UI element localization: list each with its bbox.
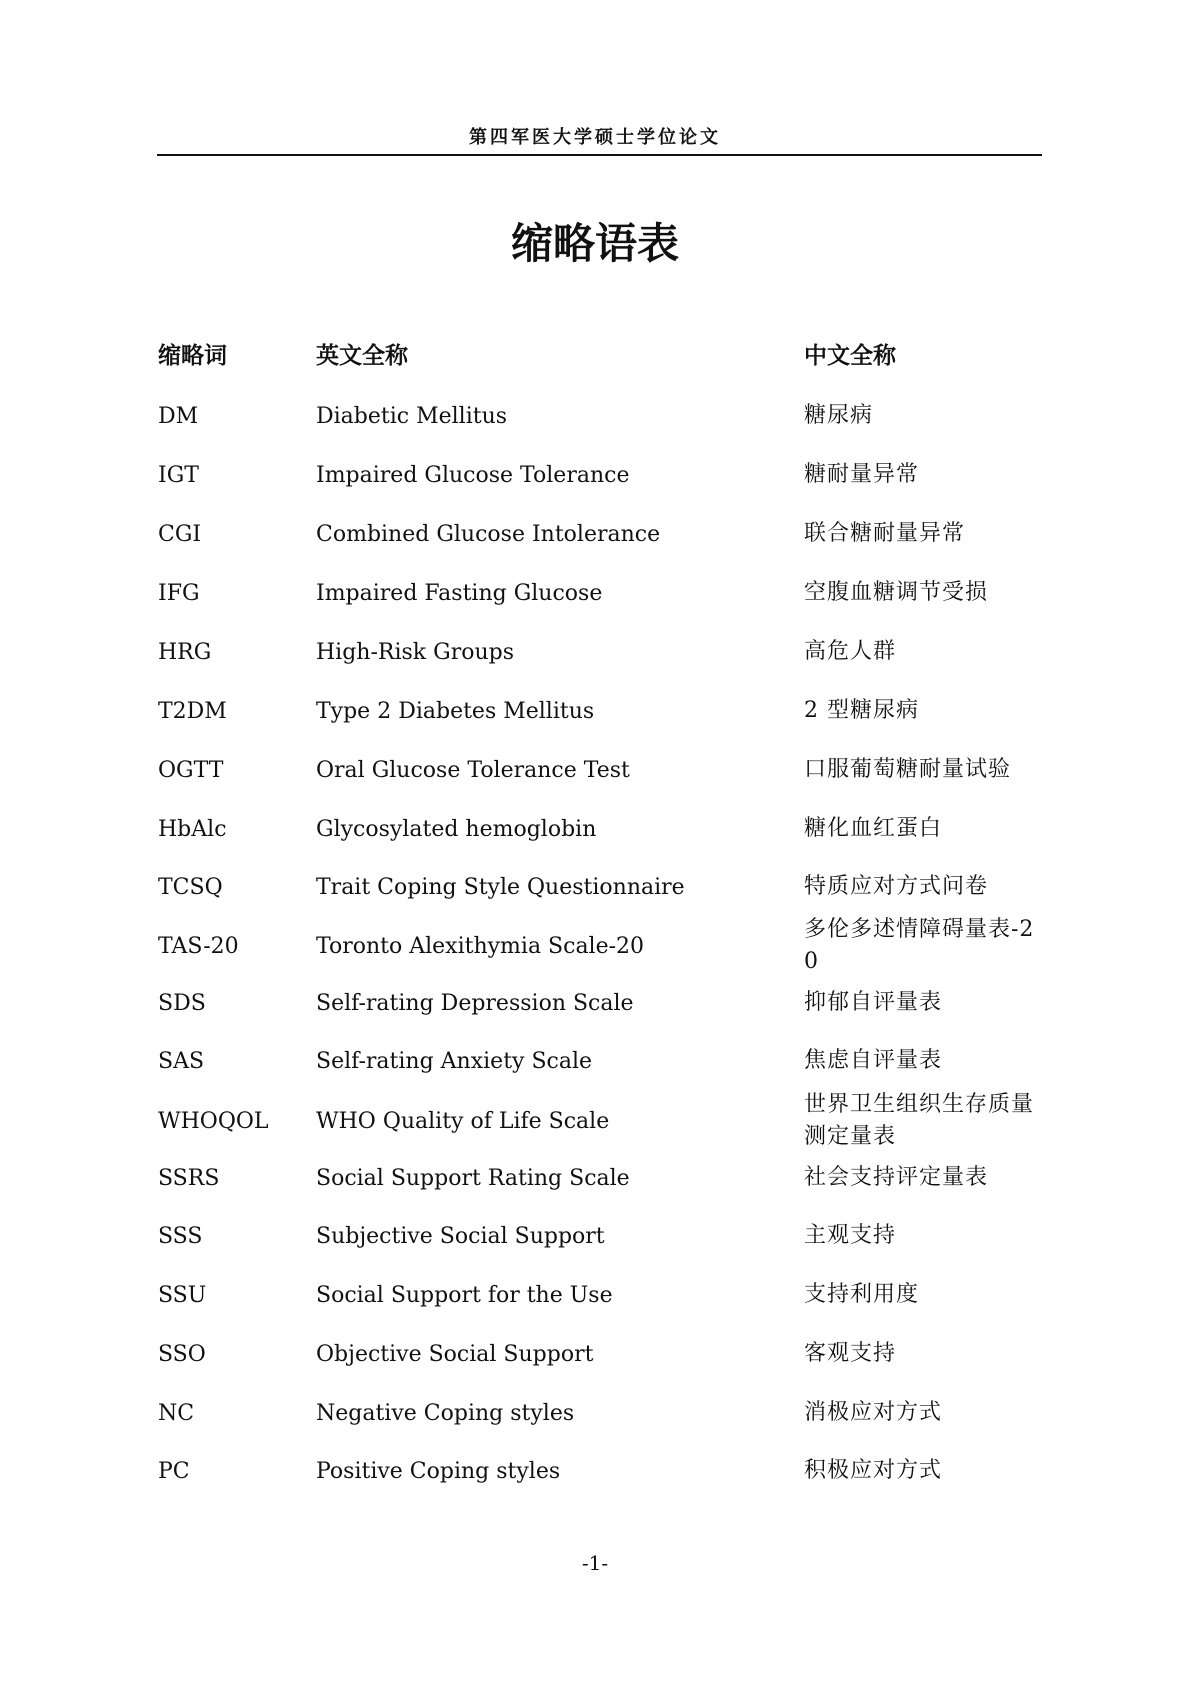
table-row: [0, 1334, 1190, 1374]
english-name-cell: Positive Coping styles: [316, 1458, 561, 1484]
chinese-name-cell: 客观支持: [804, 1341, 897, 1366]
english-name-cell: High-Risk Groups: [316, 639, 514, 665]
english-name-cell: Objective Social Support: [316, 1341, 594, 1367]
abbreviation-cell: SSRS: [158, 1165, 220, 1191]
table-row: [0, 1216, 1190, 1256]
header-abbreviation: 缩略词: [158, 343, 227, 369]
chinese-name-cell: 消极应对方式: [804, 1400, 943, 1425]
abbreviation-cell: T2DM: [158, 698, 227, 724]
table-row: [0, 691, 1190, 731]
table-row: [0, 867, 1190, 907]
header-chinese-name: 中文全称: [804, 343, 896, 369]
abbreviation-cell: HbAlc: [158, 816, 227, 842]
table-header: [0, 336, 1190, 376]
abbreviation-cell: SAS: [158, 1048, 205, 1074]
table-row: [0, 983, 1190, 1023]
chinese-name-cell: 世界卫生组织生存质量测定量表: [804, 1092, 1035, 1149]
english-name-cell: Combined Glucose Intolerance: [316, 521, 661, 547]
table-row: [0, 809, 1190, 849]
table-row: [0, 632, 1190, 672]
abbreviation-cell: DM: [158, 403, 199, 429]
chinese-name-cell: 特质应对方式问卷: [804, 874, 989, 899]
english-name-cell: Type 2 Diabetes Mellitus: [316, 698, 595, 724]
abbreviation-cell: SSO: [158, 1341, 206, 1367]
chinese-name-cell: 糖尿病: [804, 403, 874, 428]
abbreviation-cell: CGI: [158, 521, 202, 547]
abbreviation-cell: IFG: [158, 580, 200, 606]
table-row: [0, 1041, 1190, 1081]
chinese-name-cell: 积极应对方式: [804, 1458, 943, 1483]
english-name-cell: Impaired Fasting Glucose: [316, 580, 603, 606]
chinese-name-cell: 高危人群: [804, 639, 897, 664]
table-row: [0, 396, 1190, 436]
abbreviation-cell: SDS: [158, 990, 206, 1016]
table-row: [0, 1275, 1190, 1315]
abbreviation-cell: SSS: [158, 1223, 203, 1249]
english-name-cell: Social Support Rating Scale: [316, 1165, 630, 1191]
table-row: [0, 1393, 1190, 1433]
table-row: [0, 1451, 1190, 1491]
abbreviation-cell: TCSQ: [158, 874, 223, 900]
page-title: 缩略语表: [510, 219, 679, 268]
chinese-name-cell: 糖耐量异常: [804, 462, 920, 487]
english-name-cell: Glycosylated hemoglobin: [316, 816, 597, 842]
chinese-name-cell: 多伦多述情障碍量表-20: [804, 917, 1035, 974]
english-name-cell: Impaired Glucose Tolerance: [316, 462, 630, 488]
table-row: [0, 912, 1190, 980]
abbreviation-cell: WHOQOL: [158, 1108, 269, 1134]
table-row: [0, 455, 1190, 495]
table-row: [0, 750, 1190, 790]
abbreviation-cell: IGT: [158, 462, 199, 488]
abbreviation-cell: NC: [158, 1400, 195, 1426]
abbreviation-cell: PC: [158, 1458, 190, 1484]
chinese-name-cell: 口服葡萄糖耐量试验: [804, 757, 1012, 782]
chinese-name-cell: 社会支持评定量表: [804, 1165, 989, 1190]
chinese-name-cell: 2 型糖尿病: [804, 698, 919, 723]
header-english-name: 英文全称: [316, 343, 408, 369]
chinese-name-cell: 支持利用度: [804, 1282, 920, 1307]
english-name-cell: Oral Glucose Tolerance Test: [316, 757, 630, 783]
abbreviation-cell: SSU: [158, 1282, 207, 1308]
chinese-name-cell: 联合糖耐量异常: [804, 521, 966, 546]
abbreviation-cell: HRG: [158, 639, 212, 665]
english-name-cell: Trait Coping Style Questionnaire: [316, 874, 685, 900]
table-row: [0, 1087, 1190, 1155]
english-name-cell: Self-rating Depression Scale: [316, 990, 634, 1016]
abbreviation-cell: OGTT: [158, 757, 224, 783]
english-name-cell: Subjective Social Support: [316, 1223, 605, 1249]
table-row: [0, 1158, 1190, 1198]
chinese-name-cell: 主观支持: [804, 1223, 897, 1248]
chinese-name-cell: 焦虑自评量表: [804, 1048, 943, 1073]
chinese-name-cell: 空腹血糖调节受损: [804, 580, 989, 605]
table-row: [0, 514, 1190, 554]
chinese-name-cell: 抑郁自评量表: [804, 990, 943, 1015]
table-row: [0, 573, 1190, 613]
running-header: 第四军医大学硕士学位论文: [469, 127, 721, 148]
english-name-cell: Toronto Alexithymia Scale-20: [316, 933, 645, 959]
english-name-cell: Social Support for the Use: [316, 1282, 613, 1308]
abbreviation-cell: TAS-20: [158, 933, 239, 959]
english-name-cell: Self-rating Anxiety Scale: [316, 1048, 593, 1074]
english-name-cell: Negative Coping styles: [316, 1400, 575, 1426]
english-name-cell: WHO Quality of Life Scale: [316, 1108, 610, 1134]
page-number: -1-: [581, 1551, 609, 1575]
chinese-name-cell: 糖化血红蛋白: [804, 816, 943, 841]
header-rule: [157, 154, 1042, 156]
english-name-cell: Diabetic Mellitus: [316, 403, 508, 429]
